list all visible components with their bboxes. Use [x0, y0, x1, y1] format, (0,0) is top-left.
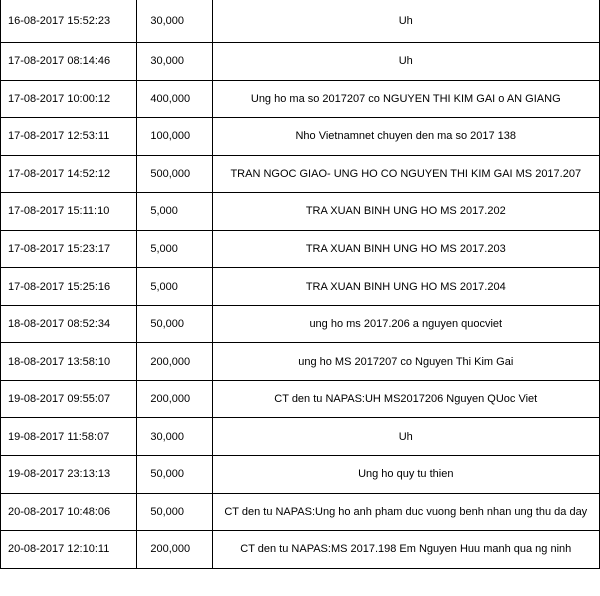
- transaction-amount-cell: 400,000: [137, 80, 212, 118]
- table-row: [1, 456, 600, 494]
- transaction-description-cell: Ung ho ma so 2017207 co NGUYEN THI KIM GAI o AN GIANG: [212, 80, 599, 118]
- table-row: [1, 80, 600, 118]
- table-row: [1, 230, 600, 268]
- transaction-time-cell: 17-08-2017 10:00:12: [1, 80, 137, 118]
- transaction-amount-cell: 50,000: [137, 456, 212, 494]
- transaction-time-cell: 18-08-2017 08:52:34: [1, 305, 137, 343]
- table-row: [1, 343, 600, 381]
- transaction-amount-cell: 30,000: [137, 0, 212, 43]
- donation-table-body: [1, 0, 600, 568]
- transaction-description-cell: Uh: [212, 418, 599, 456]
- table-row: [1, 118, 600, 156]
- transaction-description-cell: TRA XUAN BINH UNG HO MS 2017.204: [212, 268, 599, 306]
- transaction-amount-cell: 100,000: [137, 118, 212, 156]
- transaction-time-cell: 16-08-2017 15:52:23: [1, 0, 137, 43]
- transaction-amount-cell: 50,000: [137, 305, 212, 343]
- table-row: [1, 418, 600, 456]
- transaction-description-cell: TRA XUAN BINH UNG HO MS 2017.203: [212, 230, 599, 268]
- transaction-amount-cell: 30,000: [137, 418, 212, 456]
- transaction-time-cell: 17-08-2017 15:25:16: [1, 268, 137, 306]
- transaction-time-cell: 19-08-2017 23:13:13: [1, 456, 137, 494]
- table-row: [1, 531, 600, 569]
- transaction-description-cell: Uh: [212, 43, 599, 81]
- transaction-time-cell: 17-08-2017 08:14:46: [1, 43, 137, 81]
- transaction-amount-cell: 50,000: [137, 493, 212, 531]
- transaction-time-cell: 17-08-2017 14:52:12: [1, 155, 137, 193]
- transaction-amount-cell: 200,000: [137, 380, 212, 418]
- transaction-amount-cell: 5,000: [137, 230, 212, 268]
- table-row: [1, 193, 600, 231]
- transaction-amount-cell: 5,000: [137, 268, 212, 306]
- transaction-amount-cell: 200,000: [137, 343, 212, 381]
- transaction-time-cell: 18-08-2017 13:58:10: [1, 343, 137, 381]
- table-row: [1, 43, 600, 81]
- transaction-time-cell: 20-08-2017 12:10:11: [1, 531, 137, 569]
- transaction-description-cell: Ung ho quy tu thien: [212, 456, 599, 494]
- transaction-description-cell: CT den tu NAPAS:Ung ho anh pham duc vuong benh nhan ung thu da day: [212, 493, 599, 531]
- transaction-amount-cell: 500,000: [137, 155, 212, 193]
- transaction-time-cell: 19-08-2017 09:55:07: [1, 380, 137, 418]
- transaction-time-cell: 17-08-2017 15:11:10: [1, 193, 137, 231]
- transaction-time-cell: 19-08-2017 11:58:07: [1, 418, 137, 456]
- table-row: [1, 305, 600, 343]
- transaction-description-cell: ung ho ms 2017.206 a nguyen quocviet: [212, 305, 599, 343]
- transaction-description-cell: Nho Vietnamnet chuyen den ma so 2017 138: [212, 118, 599, 156]
- table-row: [1, 268, 600, 306]
- transaction-description-cell: TRAN NGOC GIAO- UNG HO CO NGUYEN THI KIM GAI MS 2017.207: [212, 155, 599, 193]
- table-row: [1, 155, 600, 193]
- transaction-description-cell: Uh: [212, 0, 599, 43]
- transaction-description-cell: TRA XUAN BINH UNG HO MS 2017.202: [212, 193, 599, 231]
- transaction-time-cell: 17-08-2017 12:53:11: [1, 118, 137, 156]
- table-row: [1, 380, 600, 418]
- table-row: [1, 493, 600, 531]
- transaction-amount-cell: 200,000: [137, 531, 212, 569]
- transaction-description-cell: ung ho MS 2017207 co Nguyen Thi Kim Gai: [212, 343, 599, 381]
- transaction-description-cell: CT den tu NAPAS:UH MS2017206 Nguyen QUoc Viet: [212, 380, 599, 418]
- transaction-time-cell: 20-08-2017 10:48:06: [1, 493, 137, 531]
- transaction-amount-cell: 30,000: [137, 43, 212, 81]
- transaction-amount-cell: 5,000: [137, 193, 212, 231]
- transaction-description-cell: CT den tu NAPAS:MS 2017.198 Em Nguyen Huu manh qua ng ninh: [212, 531, 599, 569]
- transaction-time-cell: 17-08-2017 15:23:17: [1, 230, 137, 268]
- table-row: [1, 0, 600, 43]
